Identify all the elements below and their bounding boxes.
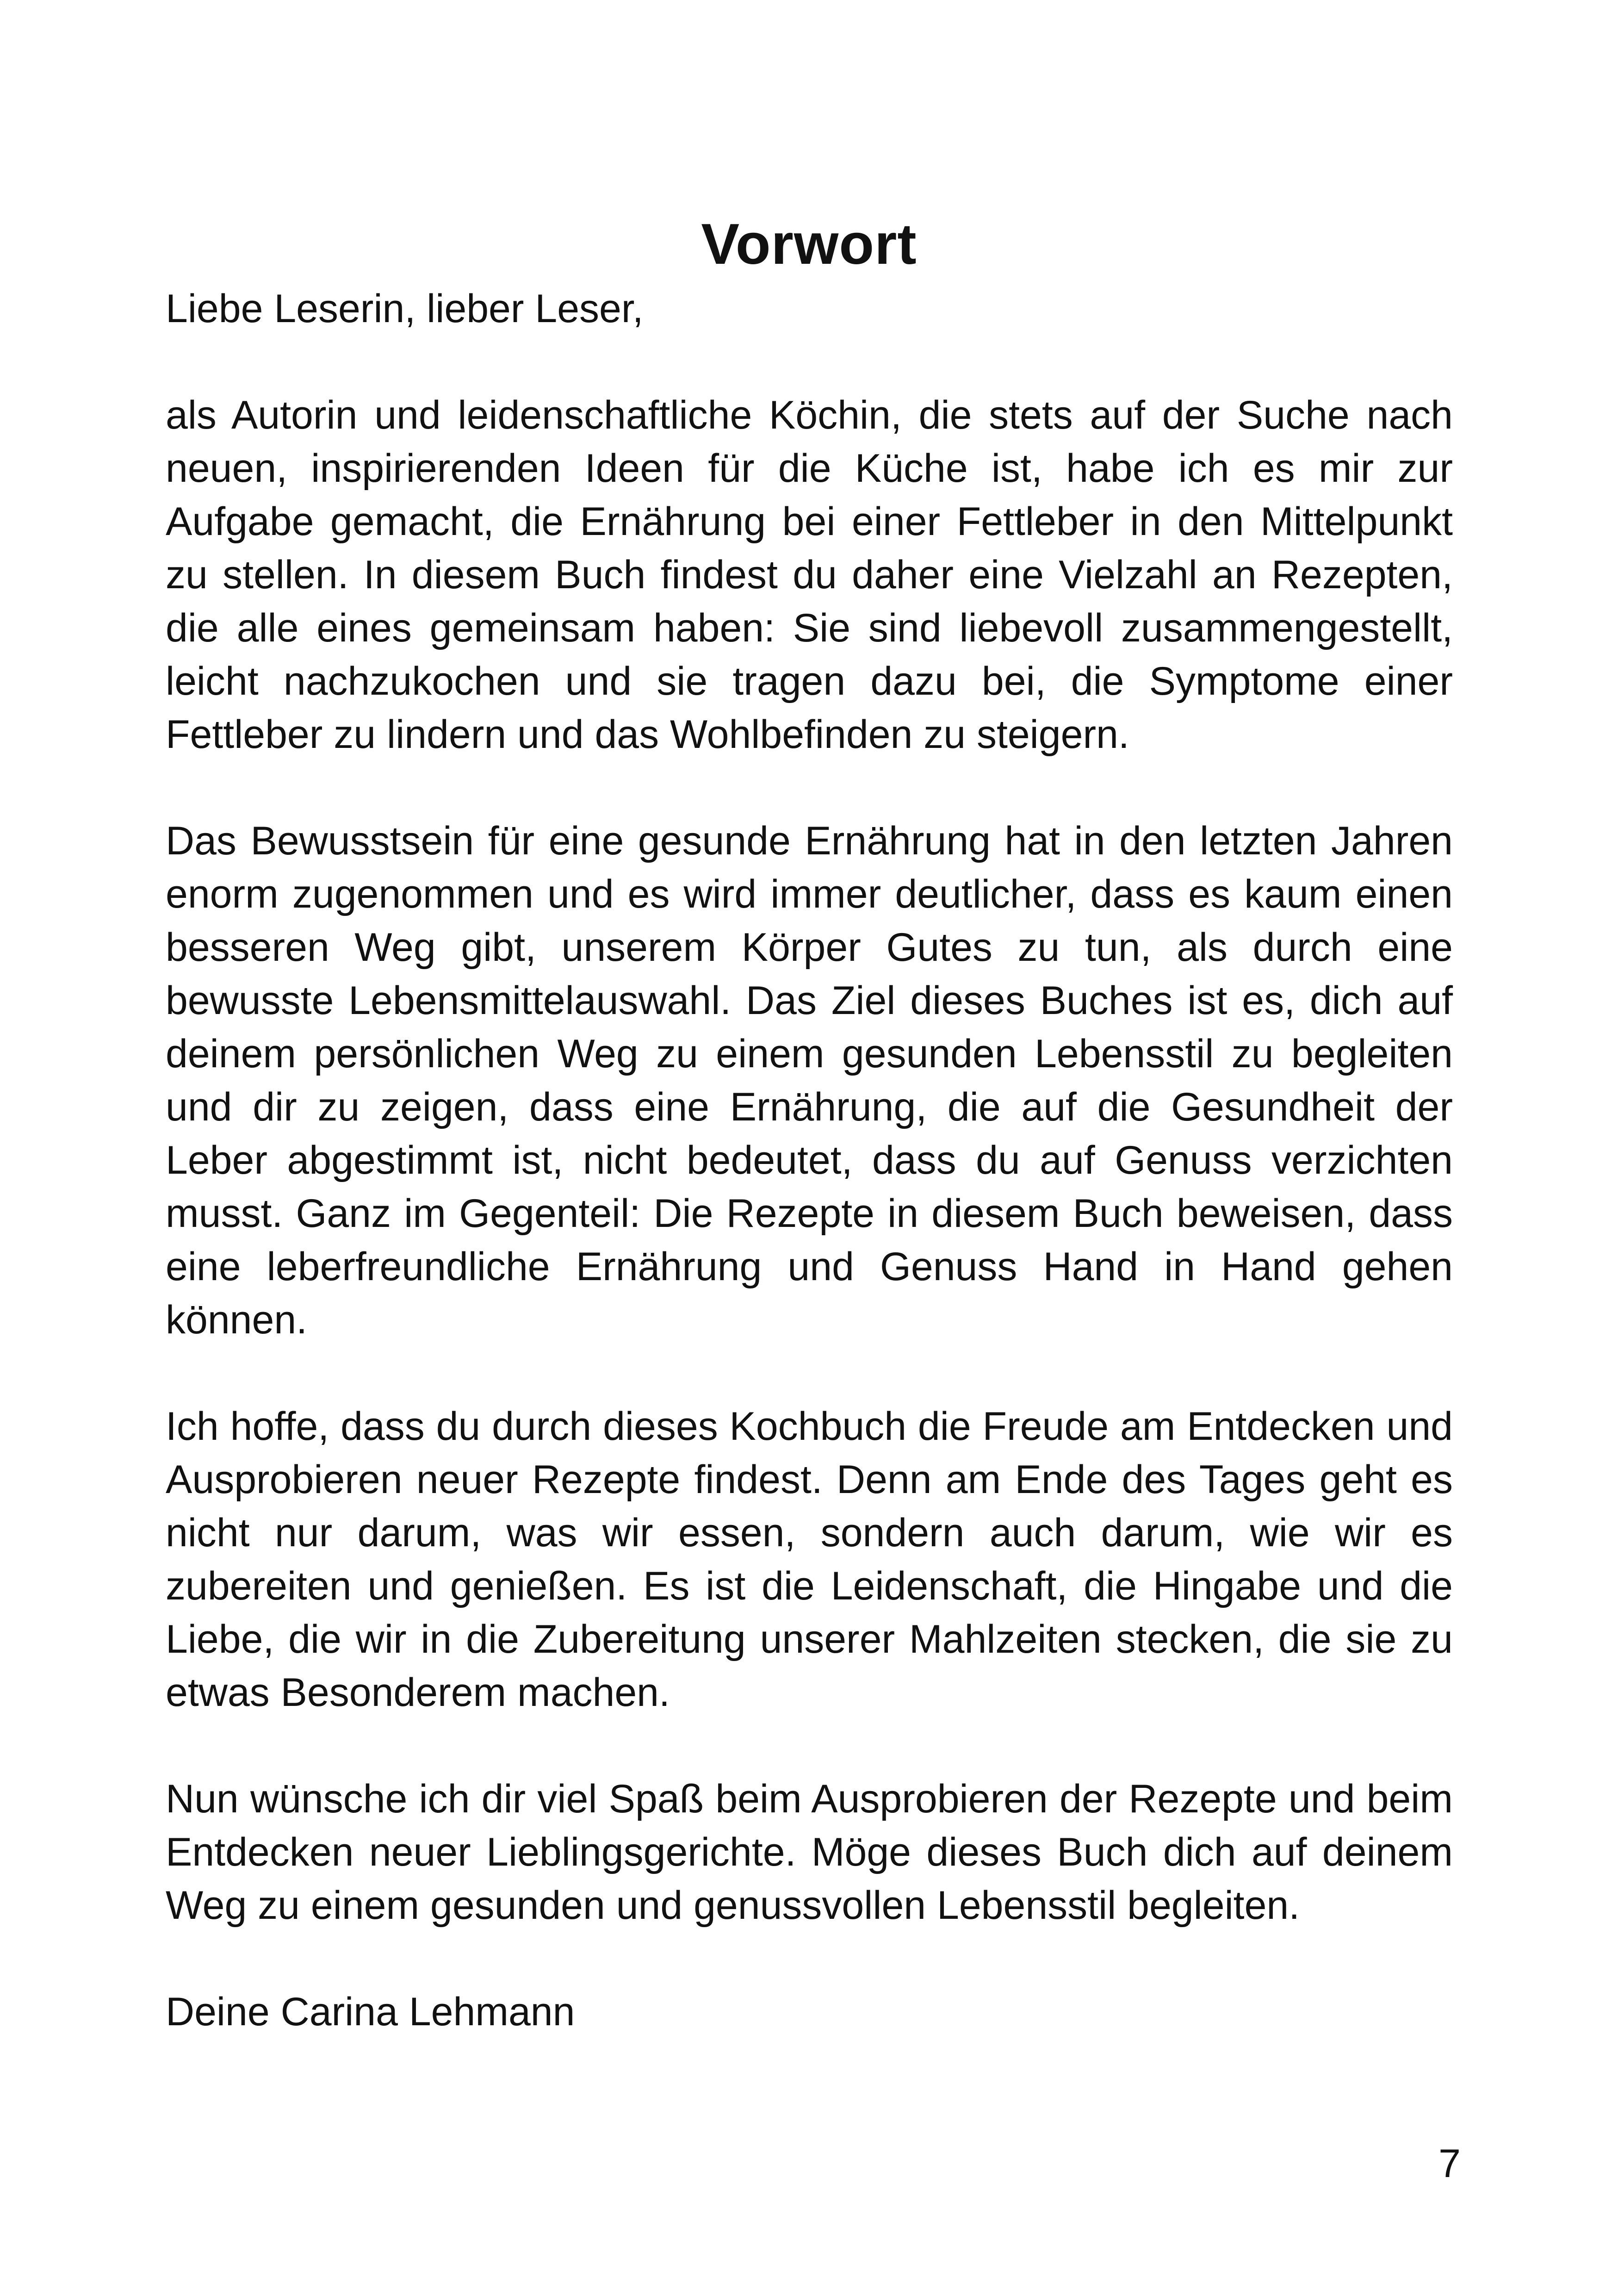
paragraph: als Autorin und leidenschaftliche Köchin, die stets auf der Suche nach neuen, inspirierenden Ideen für die Küche ist, habe ich es mir zur Aufgabe gemacht, die Ernährung bei einer Fettleber in den Mittelpunkt zu stellen. In diesem Buch findest du daher eine Vielzahl an Rezepten, die alle eines gemeinsam haben: Sie sind liebevoll zusammengestellt, leicht nachzukochen und sie tragen dazu bei, die Symptome einer Fettleber zu lindern und das Wohlbefinden zu steigern. <box>166 393 1453 757</box>
paragraph: Das Bewusstsein für eine gesunde Ernährung hat in den letzten Jahren enorm zugenommen und es wird immer deutlicher, dass es kaum einen besseren Weg gibt, unserem Körper Gutes zu tun, als durch eine bewusste Lebensmittelauswahl. Das Ziel dieses Buches ist es, dich auf deinem persönlichen Weg zu einem gesunden Lebensstil zu begleiten und dir zu zeigen, dass eine Ernährung, die auf die Gesundheit der Leber abgestimmt ist, nicht bedeutet, dass du auf Genuss verzichten musst. Ganz im Gegenteil: Die Rezepte in diesem Buch beweisen, dass eine leberfreundliche Ernährung und Genuss Hand in Hand gehen können. <box>166 819 1453 1342</box>
paragraph: Nun wünsche ich dir viel Spaß beim Ausprobieren der Rezepte und beim Entdecken neuer Lieblingsgerichte. Möge dieses Buch dich auf deinem Weg zu einem gesunden und genussvollen Lebensstil begleiten. <box>166 1777 1453 1928</box>
salutation: Liebe Leserin, lieber Leser, <box>166 286 644 331</box>
page-title: Vorwort <box>701 212 917 277</box>
page-number: 7 <box>1438 2141 1461 2186</box>
preface-text <box>166 282 1453 2092</box>
paragraph: Ich hoffe, dass du durch dieses Kochbuch die Freude am Entdecken und Ausprobieren neuer Rezepte findest. Denn am Ende des Tages geht es nicht nur darum, was wir essen, sondern auch darum, wie wir es zubereiten und genießen. Es ist die Leidenschaft, die Hingabe und die Liebe, die wir in die Zubereitung unserer Mahlzeiten stecken, die sie zu etwas Besonderem machen. <box>166 1404 1453 1715</box>
signature: Deine Carina Lehmann <box>166 1990 575 2034</box>
